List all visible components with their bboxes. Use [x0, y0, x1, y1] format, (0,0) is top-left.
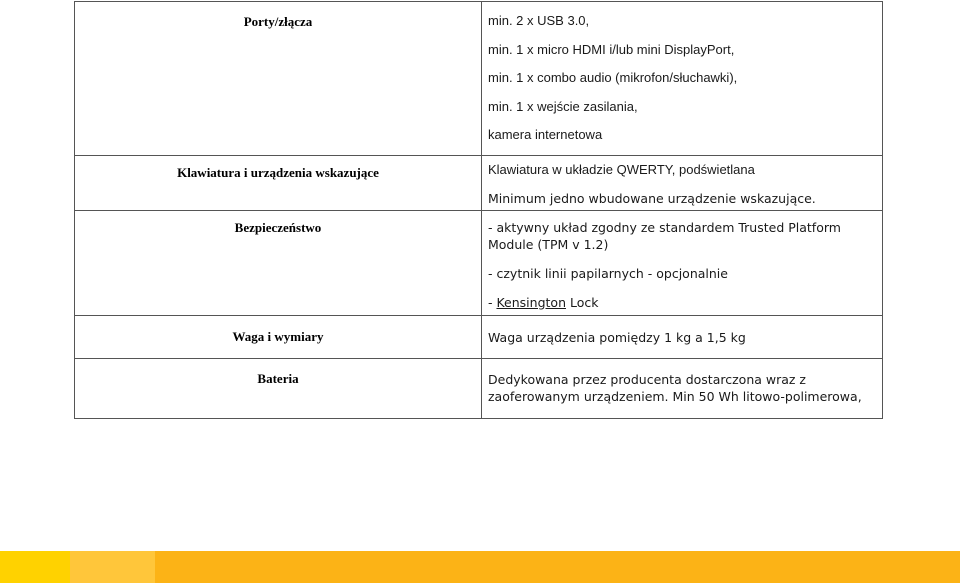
spec-line: - aktywny układ zgodny ze standardem Trusted Platform Module (TPM v 1.2): [488, 219, 841, 252]
spec-value-ports: [482, 2, 883, 156]
spec-line: min. 2 x USB 3.0,: [488, 13, 590, 28]
spec-label-keyboard: [75, 155, 482, 210]
spec-label-ports: [75, 2, 482, 156]
spec-line: min. 1 x wejście zasilania,: [488, 98, 638, 114]
spec-row-ports: [75, 2, 883, 156]
spec-line: Minimum jedno wbudowane urządzenie wskazujące.: [488, 190, 816, 206]
spec-value-security: [482, 210, 883, 315]
spec-value-battery: [482, 358, 883, 418]
spec-label-text: Bezpieczeństwo: [234, 219, 322, 235]
spec-row-keyboard: [75, 155, 883, 210]
spec-line: Klawiatura w układzie QWERTY, podświetlana: [488, 161, 755, 177]
spec-line: Waga urządzenia pomiędzy 1 kg a 1,5 kg: [488, 329, 746, 345]
spec-label-battery: [75, 358, 482, 418]
spacer: [488, 282, 876, 294]
footer-segment-yellow: [0, 551, 70, 583]
footer-segment-orange: [155, 551, 960, 583]
spacer: [488, 253, 876, 265]
spec-line-kensington: [488, 294, 876, 311]
spec-line: min. 1 x micro HDMI i/lub mini DisplayPort,: [488, 41, 735, 57]
spacer: [488, 178, 876, 190]
footer-color-bar: [0, 551, 960, 583]
spec-line: kamera internetowa: [488, 127, 603, 142]
spec-line-suffix: Lock: [566, 294, 599, 310]
spec-value-keyboard: [482, 155, 883, 210]
spec-label-text: Klawiatura i urządzenia wskazujące: [177, 164, 379, 180]
spec-line-prefix: -: [488, 294, 497, 310]
spec-line: - czytnik linii papilarnych - opcjonalnie: [488, 265, 728, 281]
spec-label-text: Porty/złącza: [243, 14, 313, 29]
spec-label-security: [75, 210, 482, 315]
spec-label-weight: [75, 315, 482, 358]
spec-row-battery: [75, 358, 883, 418]
specification-table: [74, 1, 883, 419]
kensington-link[interactable]: Kensington: [496, 294, 566, 310]
spec-row-weight: [75, 315, 883, 358]
spec-label-text: Waga i wymiary: [232, 328, 324, 344]
spec-value-weight: [482, 315, 883, 358]
spec-line: Dedykowana przez producenta dostarczona wraz z zaoferowanym urządzeniem. Min 50 Wh litowo-polimerowa,: [488, 371, 862, 404]
spec-label-text: Bateria: [257, 370, 299, 386]
footer-segment-light-orange: [70, 551, 155, 583]
spec-row-security: [75, 210, 883, 315]
spec-line: min. 1 x combo audio (mikrofon/słuchawki),: [488, 70, 738, 85]
